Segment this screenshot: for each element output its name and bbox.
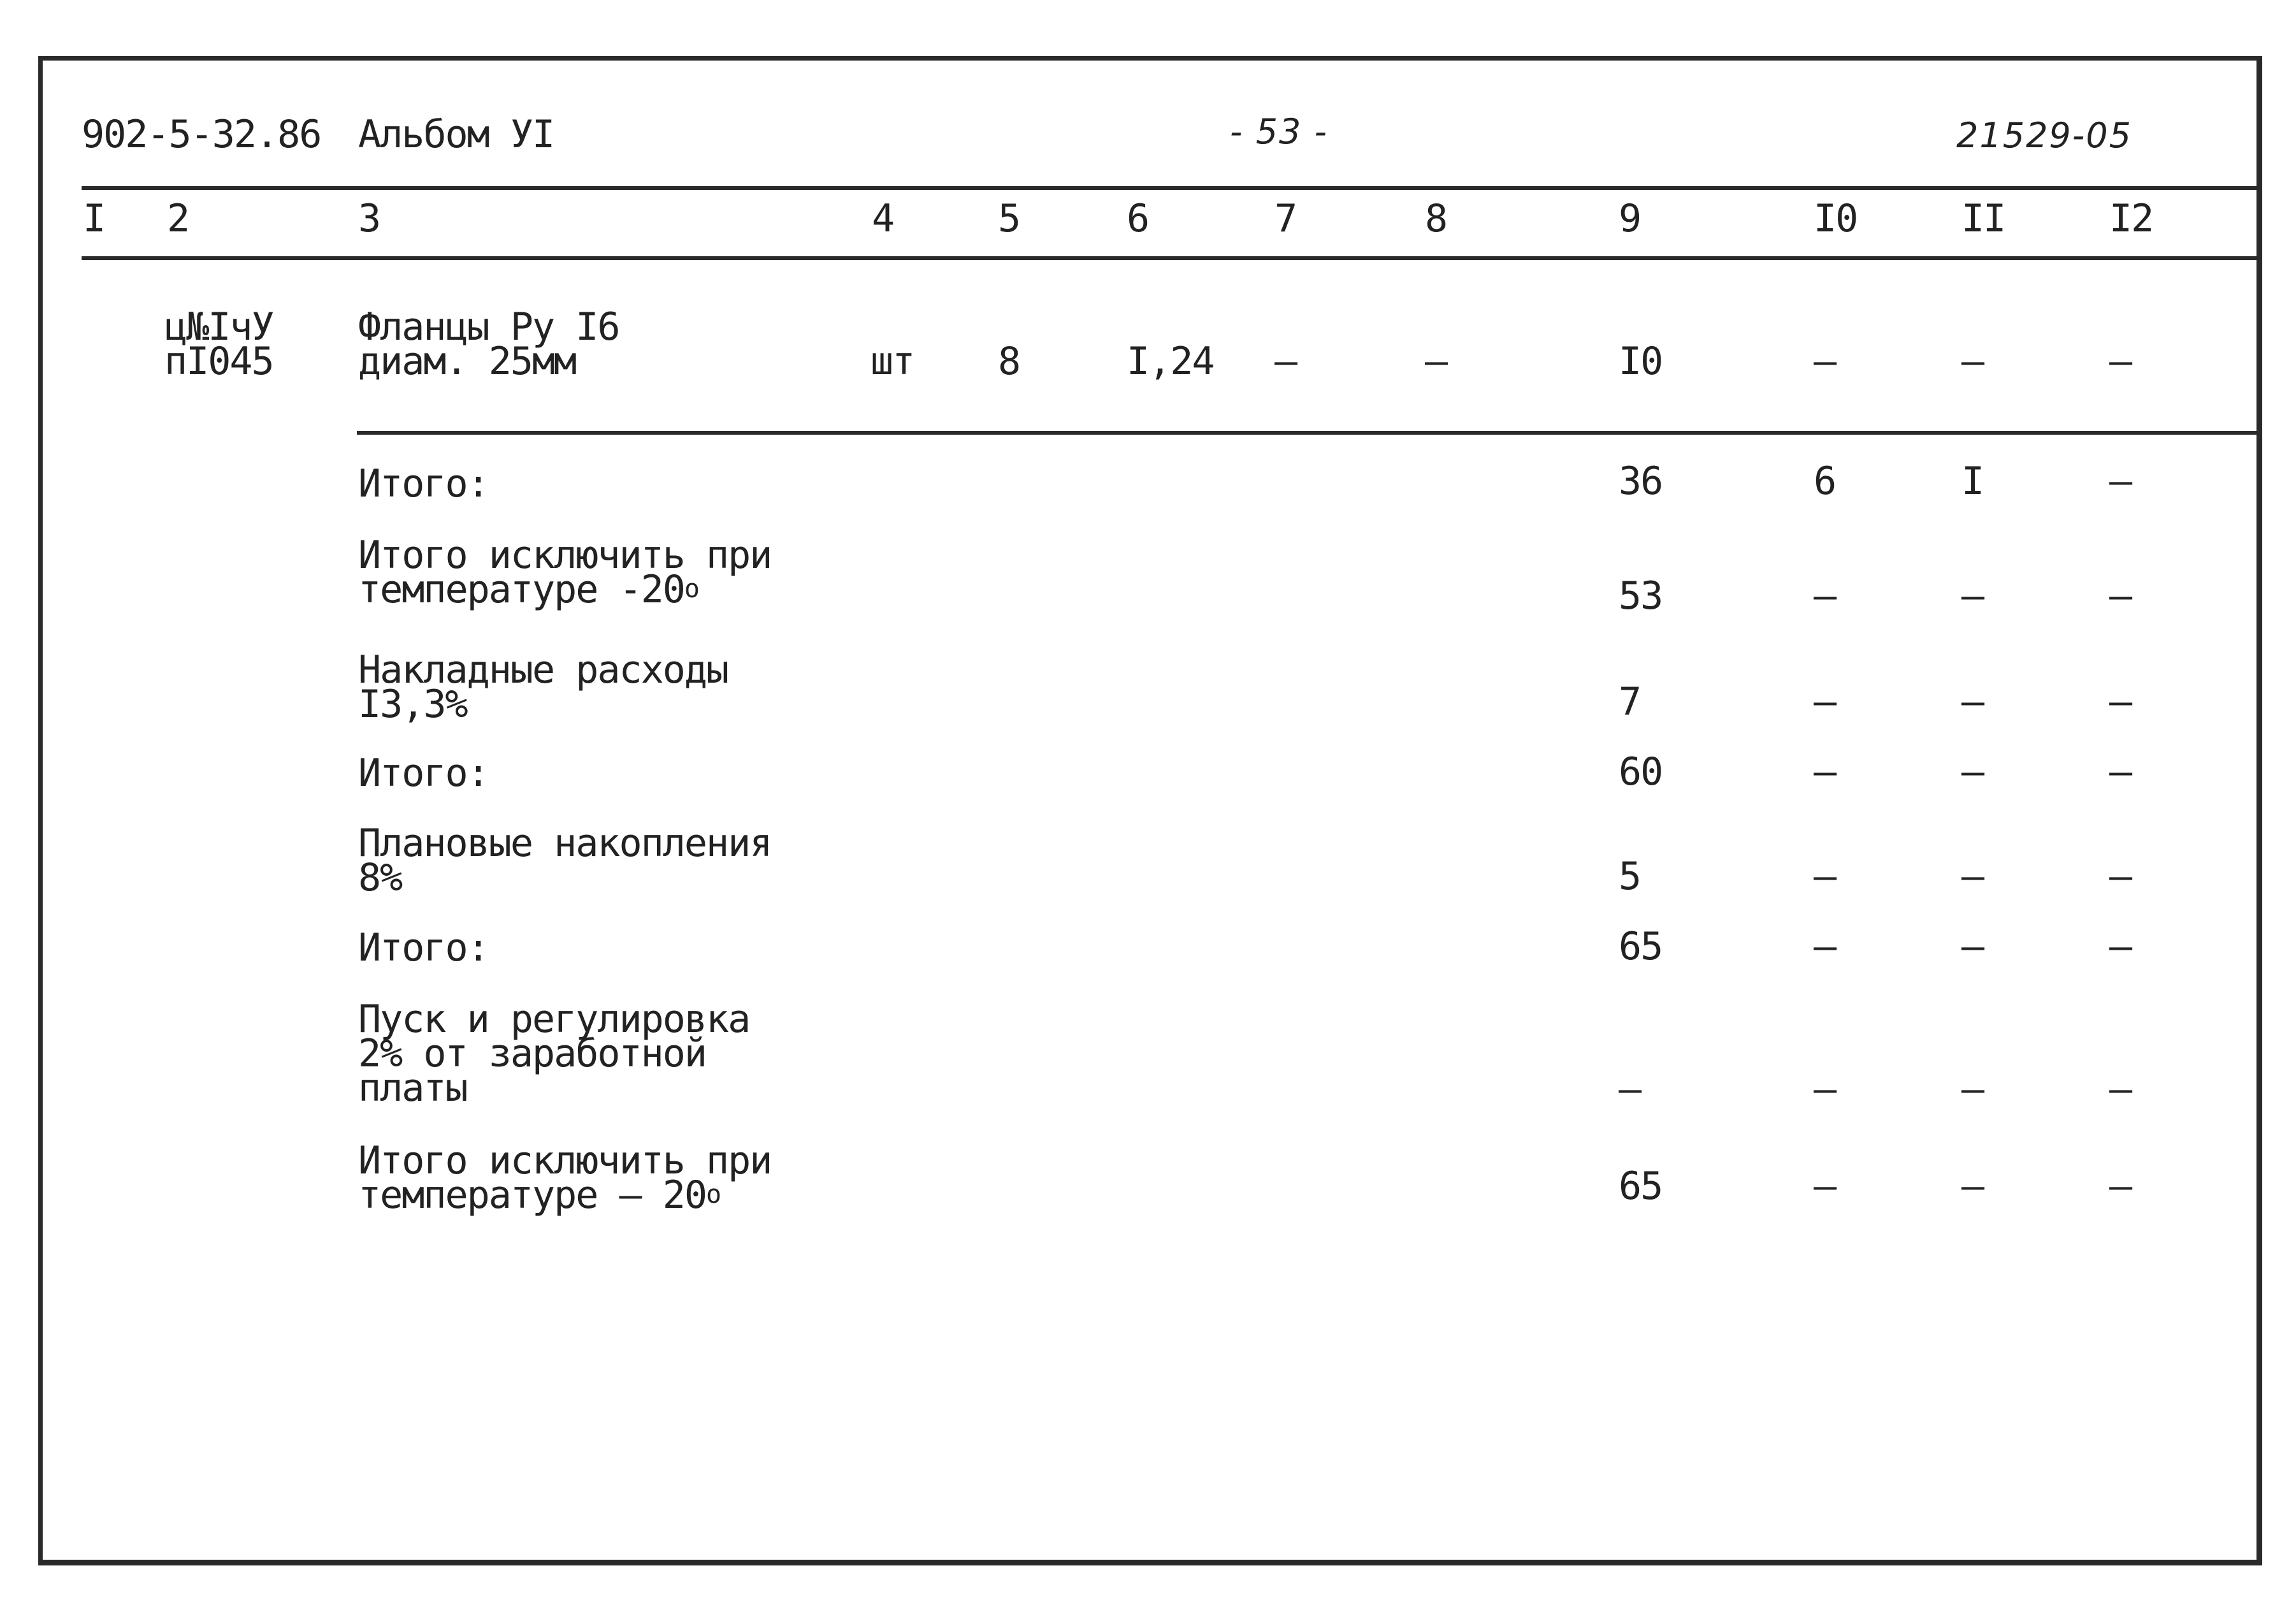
album-title: Альбом УI xyxy=(358,112,554,157)
summary-col11: – xyxy=(1961,1164,1984,1209)
summary-col10: 6 xyxy=(1814,459,1836,504)
column-header-rule xyxy=(82,256,2261,260)
column-number: 5 xyxy=(998,196,1020,241)
summary-col12: – xyxy=(2109,679,2132,724)
item-col8: – xyxy=(1425,339,1447,384)
summary-label: Итого исключить при xyxy=(358,533,772,577)
summary-label: Итого исключить при xyxy=(358,1138,772,1183)
column-number: I2 xyxy=(2109,196,2153,241)
column-number: 8 xyxy=(1425,196,1447,241)
inventory-number: 21529-05 xyxy=(1956,115,2132,156)
summary-col11: – xyxy=(1961,924,1984,969)
summary-col10: – xyxy=(1814,679,1836,724)
summary-label: температуре – $20^о$ xyxy=(358,1173,721,1217)
summary-col11: – xyxy=(1961,574,1984,618)
summary-label: Плановые накопления xyxy=(358,821,772,866)
summary-col11: – xyxy=(1961,750,1984,794)
column-number: 4 xyxy=(872,196,894,241)
summary-col10: – xyxy=(1814,1164,1836,1209)
item-rule xyxy=(357,431,2261,435)
item-unit: шт xyxy=(870,339,914,384)
summary-col9: 5 xyxy=(1619,854,1641,899)
summary-col9: 65 xyxy=(1619,924,1663,969)
summary-col11: – xyxy=(1961,1067,1984,1112)
item-name: Фланцы Ру I6 xyxy=(358,305,619,349)
summary-col12: – xyxy=(2109,924,2132,969)
column-number: 6 xyxy=(1127,196,1149,241)
summary-label: платы xyxy=(358,1066,467,1110)
doc-code: 902-5-32.86 xyxy=(82,112,321,157)
column-number: I0 xyxy=(1814,196,1858,241)
summary-col9: 36 xyxy=(1619,459,1663,504)
degree-sign: о xyxy=(684,574,698,604)
item-code: ц№IчУ xyxy=(164,305,273,349)
column-number: 9 xyxy=(1619,196,1641,241)
summary-label: Пуск и регулировка xyxy=(358,997,750,1042)
summary-col9: – xyxy=(1619,1067,1641,1112)
item-price: I,24 xyxy=(1127,339,1214,384)
summary-col9: 60 xyxy=(1619,750,1663,794)
summary-col9: 65 xyxy=(1619,1164,1663,1209)
page-number: - 53 - xyxy=(1230,112,1329,152)
item-col9: I0 xyxy=(1619,339,1663,384)
summary-col12: – xyxy=(2109,1067,2132,1112)
summary-col12: – xyxy=(2109,574,2132,618)
column-number: II xyxy=(1961,196,2005,241)
page-frame xyxy=(38,56,2262,1565)
summary-col9: 7 xyxy=(1619,679,1641,724)
item-col10: – xyxy=(1814,339,1836,384)
summary-col10: – xyxy=(1814,750,1836,794)
summary-label: Итого: xyxy=(358,751,489,795)
summary-label: Итого: xyxy=(358,461,489,506)
item-qty: 8 xyxy=(998,339,1020,384)
item-name: диам. 25мм xyxy=(358,339,576,384)
item-code: пI045 xyxy=(164,339,273,384)
summary-col10: – xyxy=(1814,924,1836,969)
summary-col11: – xyxy=(1961,679,1984,724)
item-col11: – xyxy=(1961,339,1984,384)
summary-col9: 53 xyxy=(1619,574,1663,618)
column-number: 3 xyxy=(358,196,380,241)
summary-col12: – xyxy=(2109,854,2132,899)
summary-col10: – xyxy=(1814,574,1836,618)
item-col12: – xyxy=(2109,339,2132,384)
column-number: I xyxy=(83,196,105,241)
summary-col12: – xyxy=(2109,750,2132,794)
summary-label: 2% от заработной xyxy=(358,1031,706,1076)
summary-label: Итого: xyxy=(358,926,489,970)
summary-col12: – xyxy=(2109,459,2132,504)
summary-col11: – xyxy=(1961,854,1984,899)
degree-sign: о xyxy=(705,1180,721,1209)
summary-col10: – xyxy=(1814,854,1836,899)
summary-col11: I xyxy=(1961,459,1984,504)
summary-col10: – xyxy=(1814,1067,1836,1112)
column-number: 2 xyxy=(167,196,189,241)
header-rule xyxy=(82,186,2261,190)
summary-col12: – xyxy=(2109,1164,2132,1209)
summary-label: Накладные расходы xyxy=(358,648,728,692)
summary-label: 8% xyxy=(358,855,402,900)
item-col7: – xyxy=(1274,339,1297,384)
column-number: 7 xyxy=(1274,196,1297,241)
summary-label: I3,3% xyxy=(358,682,467,727)
summary-label: температуре $-20^о$ xyxy=(358,567,698,612)
